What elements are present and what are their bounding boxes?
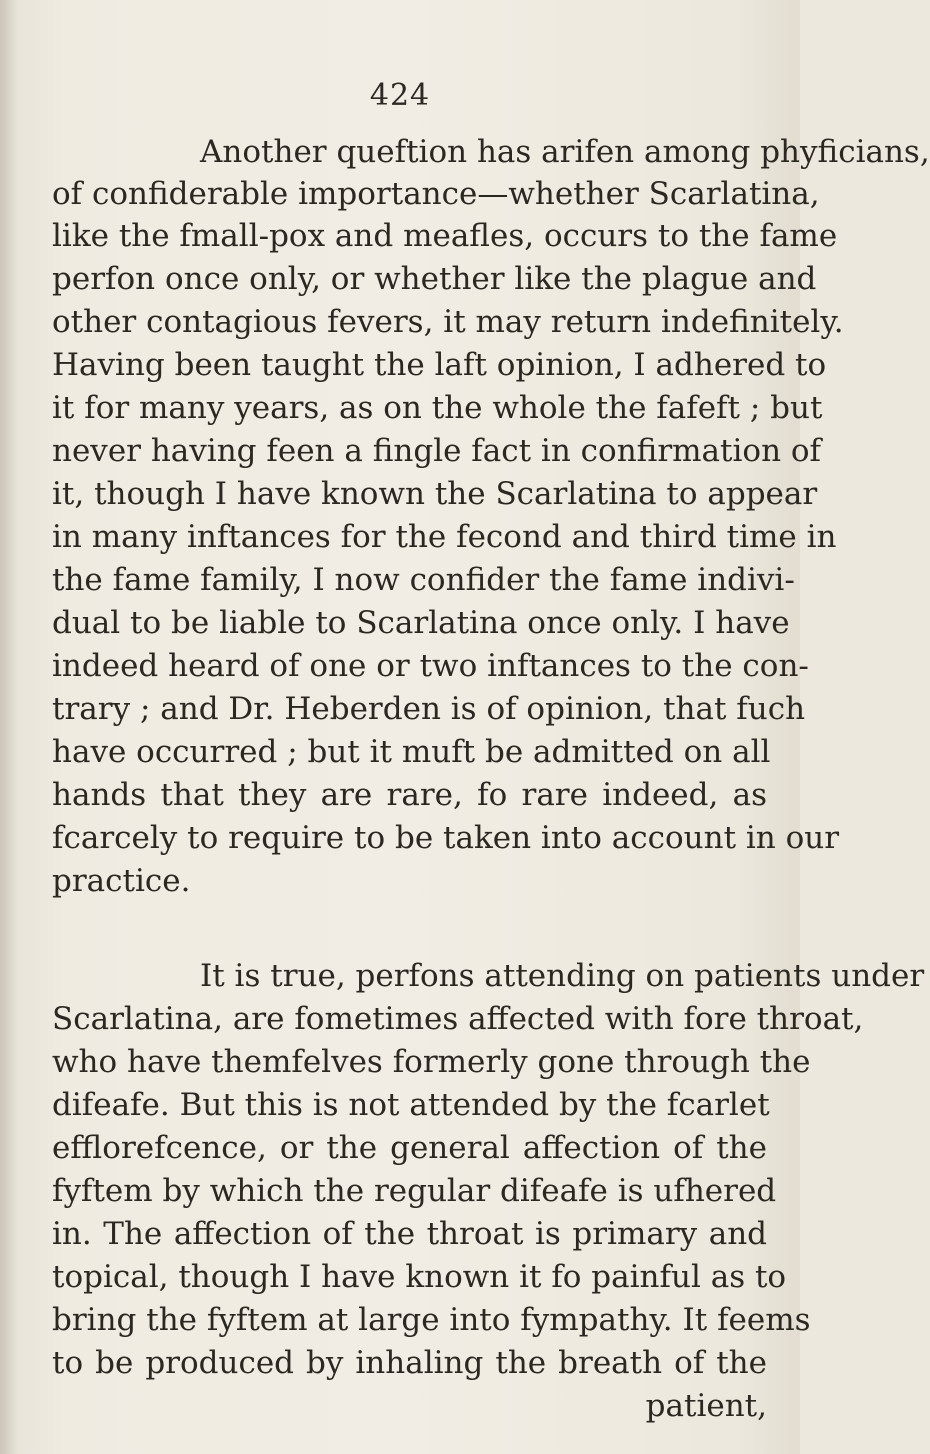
text-line: Having been taught the laft opinion, I adhered to — [52, 347, 827, 383]
text-line: other contagious fevers, it may return indefinitely. — [52, 304, 844, 340]
text-line: perfon once only, or whether like the plague and — [52, 261, 817, 297]
text-line: fyftem by which the regular difeafe is ufhered — [52, 1173, 777, 1209]
text-line: the fame family, I now confider the fame indivi- — [52, 562, 795, 598]
text-line: in many inftances for the fecond and third time in — [52, 519, 837, 555]
text-line: it for many years, as on the whole the fafeft ; but — [52, 390, 823, 426]
text-line: have occurred ; but it muft be admitted on all — [52, 734, 771, 770]
text-line: efflorefcence, or the general affection of the — [52, 1130, 767, 1166]
page-number: 424 — [369, 78, 431, 113]
catchword: patient, — [645, 1388, 767, 1424]
text-line: fcarcely to require to be taken into account in our — [52, 820, 840, 856]
text-line: in. The affection of the throat is primary and — [52, 1216, 767, 1252]
text-line: never having feen a fingle fact in confirmation of — [52, 433, 822, 469]
text-line: to be produced by inhaling the breath of the — [52, 1345, 767, 1381]
text-line: of confiderable importance—whether Scarlatina, — [52, 176, 820, 212]
text-line: difeafe. But this is not attended by the fcarlet — [52, 1087, 770, 1123]
text-line: dual to be liable to Scarlatina once only. I have — [52, 605, 790, 641]
text-line: topical, though I have known it fo painful as to — [52, 1259, 787, 1295]
text-line: trary ; and Dr. Heberden is of opinion, that fuch — [52, 691, 806, 727]
text-line: indeed heard of one or two inftances to the con- — [52, 648, 809, 684]
text-line: Scarlatina, are fometimes affected with fore throat, — [52, 1001, 864, 1037]
gutter-shadow — [0, 0, 18, 1454]
text-line: It is true, perfons attending on patients under — [200, 958, 925, 994]
text-line: practice. — [52, 863, 191, 899]
text-line: like the fmall-pox and meafles, occurs to the fame — [52, 218, 838, 254]
text-line: bring the fyftem at large into fympathy. It feems — [52, 1302, 811, 1338]
text-line: it, though I have known the Scarlatina to appear — [52, 476, 818, 512]
text-line: who have themfelves formerly gone through the — [52, 1044, 811, 1080]
text-line: hands that they are rare, fo rare indeed, as — [52, 777, 767, 813]
text-line: Another queftion has arifen among phyficians, — [200, 134, 930, 170]
